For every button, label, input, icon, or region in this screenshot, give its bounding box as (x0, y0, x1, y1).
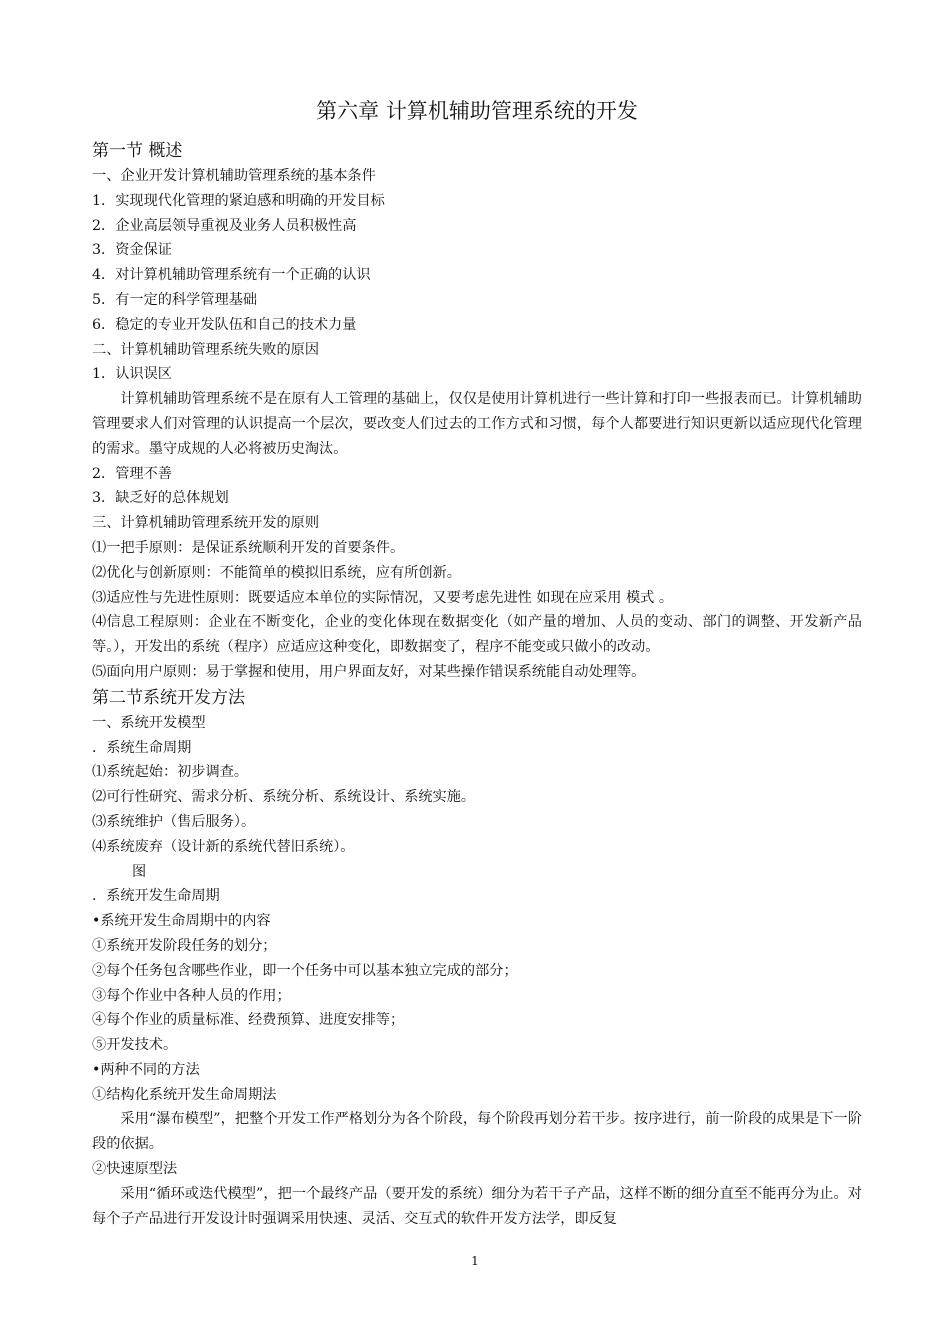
text-line: ．系统生命周期 (92, 739, 192, 756)
paragraph: ⑷信息工程原则：企业在不断变化，企业的变化体现在数据变化（如产量的增加、人员的变动、部门的调整、开发新产品等。），开发出的系统（程序）应适应这种变化，即数据变了，程序不能变或只做小的改动。 (92, 614, 862, 656)
text-line: ．系统开发生命周期 (92, 888, 220, 905)
text-line: ③每个作业中各种人员的作用； (92, 987, 291, 1004)
text-line: 3．缺乏好的总体规划 (92, 490, 229, 507)
text-line: ⑷系统废弃（设计新的系统代替旧系统）。 (92, 838, 355, 855)
figure-label: 图 (132, 863, 147, 880)
text-line: 5．有一定的科学管理基础 (92, 291, 258, 308)
text-line: 一、企业开发计算机辅助管理系统的基本条件 (92, 168, 376, 184)
text-line: 一、系统开发模型 (92, 714, 206, 731)
text-line: 3．资金保证 (92, 242, 172, 259)
text-line: ②每个任务包含哪些作业，即一个任务中可以基本独立完成的部分； (92, 962, 518, 979)
text-line: ⑴一把手原则：是保证系统顺利开发的首要条件。 (92, 539, 405, 556)
paragraph: 采用“循环或迭代模型”，把一个最终产品（要开发的系统）细分为若干子产品，这样不断的细分直至不能再分为止。对每个子产品进行开发设计时强调采用快速、灵活、交互式的软件开发方法学，即反复 (92, 1185, 862, 1227)
paragraph: 采用“瀑布模型”，把整个开发工作严格划分为各个阶段，每个阶段再划分若干步。按序进行，前一阶段的成果是下一阶段的依据。 (92, 1111, 862, 1153)
chapter-title: 第六章 计算机辅助管理系统的开发 (316, 99, 638, 123)
section-heading: 第一节 概述 (92, 141, 183, 161)
document-body (92, 138, 862, 1231)
text-line: 二、计算机辅助管理系统失败的原因 (92, 341, 320, 358)
text-line: ⑶适应性与先进性原则：既要适应本单位的实际情况，又要考虑先进性 如现在应采用 模式 。 (92, 589, 674, 606)
text-line: 三、计算机辅助管理系统开发的原则 (92, 515, 320, 532)
text-line: ④每个作业的质量标准、经费预算、进度安排等； (92, 1012, 405, 1029)
section-heading: 第二节系统开发方法 (92, 687, 245, 708)
text-line: 2．管理不善 (92, 465, 172, 482)
text-line: ⑵可行性研究、需求分析、系统分析、系统设计、系统实施。 (92, 789, 476, 806)
text-line: 2．企业高层领导重视及业务人员积极性高 (92, 217, 357, 234)
text-line: 1．认识误区 (92, 366, 172, 383)
paragraph: 计算机辅助管理系统不是在原有人工管理的基础上，仅仅是使用计算机进行一些计算和打印一些报表而已。计算机辅助管理要求人们对管理的认识提高一个层次，要改变人们过去的工作方式和习惯，每个人都要进行知识更新以适应现代化管理的需求。墨守成规的人必将被历史淘汰。 (92, 391, 862, 457)
text-line: •两种不同的方法 (92, 1061, 200, 1078)
text-line: ⑵优化与创新原则：不能简单的模拟旧系统，应有所创新。 (92, 564, 461, 581)
page-number: 1 (471, 1254, 479, 1268)
text-line: ⑸面向用户原则：易于掌握和使用，用户界面友好，对某些操作错误系统能自动处理等。 (92, 663, 646, 680)
text-line: ⑴系统起始：初步调查。 (92, 764, 249, 781)
text-line: ⑤开发技术。 (92, 1037, 178, 1054)
text-line: 4．对计算机辅助管理系统有一个正确的认识 (92, 267, 371, 284)
text-line: •系统开发生命周期中的内容 (92, 913, 271, 930)
text-line: ①系统开发阶段任务的划分； (92, 937, 277, 954)
text-line: 1．实现现代化管理的紧迫感和明确的开发目标 (92, 192, 385, 209)
text-line: ②快速原型法 (92, 1161, 178, 1178)
text-line: 6．稳定的专业开发队伍和自己的技术力量 (92, 316, 357, 333)
text-line: ①结构化系统开发生命周期法 (92, 1086, 277, 1103)
text-line: ⑶系统维护（售后服务）。 (92, 813, 256, 830)
